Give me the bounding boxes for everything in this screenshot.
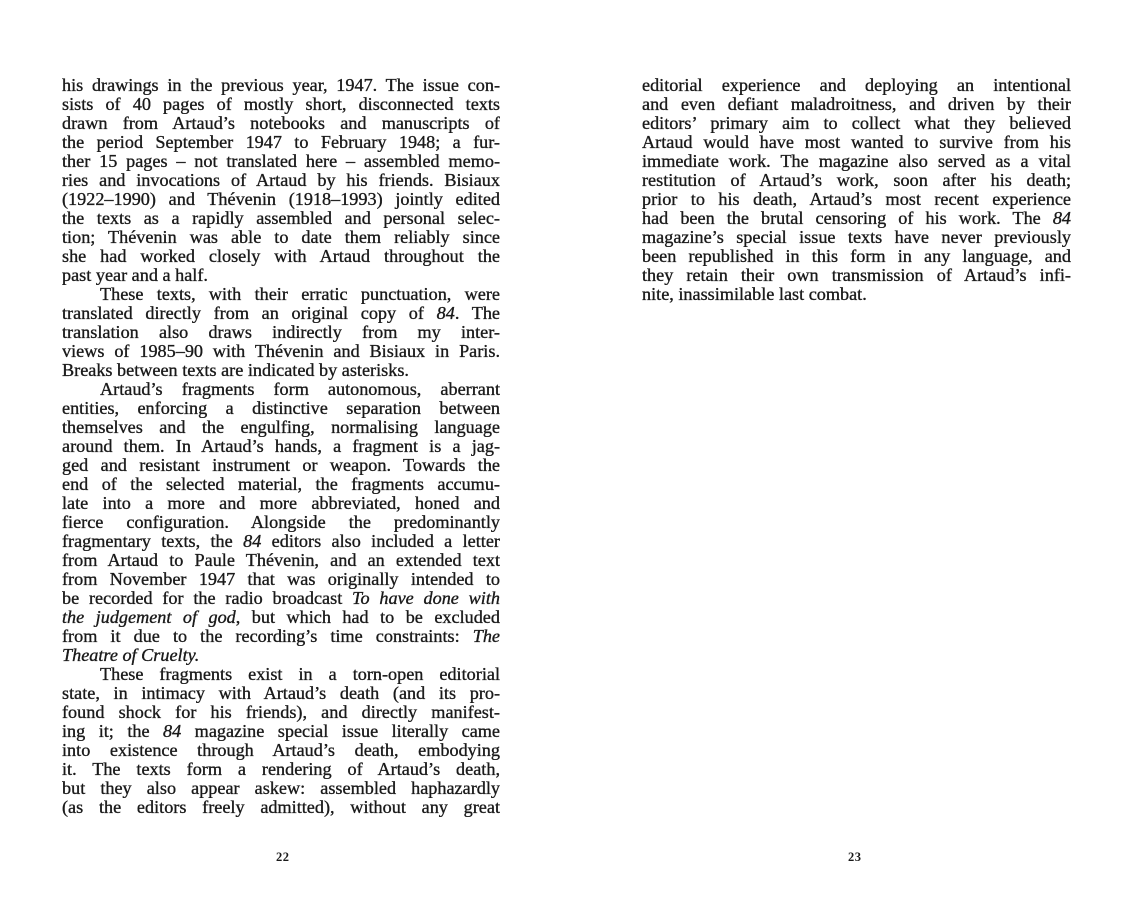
text-line [642, 114, 1071, 133]
text-line [62, 228, 500, 247]
text-segment: it. The texts form a rendering of Artaud’s death, [62, 760, 500, 779]
text-segment: nite, inassimilable last combat. [642, 285, 867, 304]
text-segment: had been the brutal censoring of his work. The [642, 209, 1053, 228]
text-segment: ries and invocations of Artaud by his friends. Bisiaux [62, 171, 500, 190]
text-line [642, 171, 1071, 190]
text-line [62, 418, 500, 437]
text-segment: from it due to the recording’s time constraints: [62, 627, 473, 646]
text-line [62, 646, 500, 665]
text-segment: ged and resistant instrument or weapon. Towards the [62, 456, 500, 475]
text-line [62, 133, 500, 152]
italic-text: The [472, 627, 500, 646]
text-line [642, 152, 1071, 171]
text-segment: into existence through Artaud’s death, embodying [62, 741, 500, 760]
text-line [62, 266, 500, 285]
text-segment: she had worked closely with Artaud throughout the [62, 247, 500, 266]
text-segment: These texts, with their erratic punctuation, were [100, 285, 500, 304]
text-segment: entities, enforcing a distinctive separation between [62, 399, 500, 418]
text-segment: . The [454, 304, 500, 323]
text-segment: (1922–1990) and Thévenin (1918–1993) jointly edited [62, 190, 500, 209]
text-line [62, 342, 500, 361]
text-line [642, 266, 1071, 285]
italic-text: the judgement of god [62, 608, 236, 627]
text-segment: fierce configuration. Alongside the predominantly [62, 513, 500, 532]
text-segment: editors also included a letter [261, 532, 500, 551]
text-segment: state, in intimacy with Artaud’s death (and its pro- [62, 684, 500, 703]
italic-text: 84 [1052, 209, 1071, 228]
text-line [62, 323, 500, 342]
text-line [62, 285, 500, 304]
italic-text: 84 [163, 722, 182, 741]
text-line [62, 171, 500, 190]
page-number-right: 23 [848, 850, 862, 864]
text-line [62, 627, 500, 646]
text-line [62, 760, 500, 779]
left-page-body-text [62, 76, 500, 817]
text-segment: ther 15 pages – not translated here – assembled memo- [62, 152, 500, 171]
text-line [642, 247, 1071, 266]
text-line [642, 190, 1071, 209]
text-line [62, 437, 500, 456]
text-segment: editors’ primary aim to collect what they believed [642, 114, 1071, 133]
text-line [62, 247, 500, 266]
text-segment: and even defiant maladroitness, and driven by their [642, 95, 1071, 114]
text-line [62, 703, 500, 722]
text-segment: , but which had to be excluded [235, 608, 500, 627]
text-line [62, 380, 500, 399]
text-segment: been republished in this form in any language, and [642, 247, 1071, 266]
text-segment: magazine’s special issue texts have never previously [642, 228, 1071, 247]
italic-text: 84 [436, 304, 455, 323]
text-segment: the texts as a rapidly assembled and personal selec- [62, 209, 500, 228]
text-line [62, 513, 500, 532]
text-line [62, 589, 500, 608]
text-line [62, 209, 500, 228]
text-line [62, 741, 500, 760]
italic-text: 84 [243, 532, 262, 551]
right-page-body-text [642, 76, 1071, 304]
text-line [642, 228, 1071, 247]
text-line [62, 190, 500, 209]
text-segment: restitution of Artaud’s work, soon after his death; [642, 171, 1071, 190]
text-line [62, 76, 500, 95]
text-line [62, 665, 500, 684]
text-segment: immediate work. The magazine also served as a vital [642, 152, 1071, 171]
text-line [62, 114, 500, 133]
text-line [642, 209, 1071, 228]
text-line [62, 304, 500, 323]
text-segment: Artaud would have most wanted to survive from his [642, 133, 1071, 152]
text-line [642, 95, 1071, 114]
text-line [62, 532, 500, 551]
text-segment: (as the editors freely admitted), without any great [62, 798, 500, 817]
text-line [642, 76, 1071, 95]
text-segment: late into a more and more abbreviated, honed and [62, 494, 500, 513]
text-segment: ing it; the [62, 722, 164, 741]
text-segment: Breaks between texts are indicated by asterisks. [62, 361, 409, 380]
text-segment: These fragments exist in a torn-open editorial [100, 665, 500, 684]
text-segment: translated directly from an original copy of [62, 304, 437, 323]
text-segment: the period September 1947 to February 1948; a fur- [62, 133, 500, 152]
text-segment: end of the selected material, the fragments accumu- [62, 475, 500, 494]
text-segment: around them. In Artaud’s hands, a fragment is a jag- [62, 437, 500, 456]
text-line [62, 551, 500, 570]
text-line [62, 722, 500, 741]
text-segment: but they also appear askew: assembled haphazardly [62, 779, 500, 798]
text-segment: they retain their own transmission of Artaud’s infi- [642, 266, 1071, 285]
text-line [62, 95, 500, 114]
text-line [62, 361, 500, 380]
text-segment: be recorded for the radio broadcast [62, 589, 353, 608]
text-segment: from November 1947 that was originally intended to [62, 570, 500, 589]
text-segment: drawn from Artaud’s notebooks and manuscripts of [62, 114, 500, 133]
text-line [62, 475, 500, 494]
text-segment: his drawings in the previous year, 1947. The issue con- [62, 76, 500, 95]
text-line [62, 456, 500, 475]
text-line [62, 684, 500, 703]
italic-text: Theatre of Cruelty. [62, 646, 200, 665]
text-line [642, 285, 1071, 304]
text-segment: Artaud’s fragments form autonomous, aberrant [100, 380, 500, 399]
text-line [62, 798, 500, 817]
text-segment: editorial experience and deploying an intentional [642, 76, 1071, 95]
page-number-left: 22 [276, 850, 290, 864]
text-segment: views of 1985–90 with Thévenin and Bisiaux in Paris. [62, 342, 500, 361]
text-segment: translation also draws indirectly from my inter- [62, 323, 500, 342]
text-segment: found shock for his friends), and directly manifest- [62, 703, 500, 722]
italic-text: To have done with [352, 589, 500, 608]
text-line [62, 399, 500, 418]
text-segment: themselves and the engulfing, normalising language [62, 418, 500, 437]
text-segment: prior to his death, Artaud’s most recent experience [642, 190, 1071, 209]
text-line [62, 608, 500, 627]
text-segment: from Artaud to Paule Thévenin, and an extended text [62, 551, 500, 570]
text-line [62, 779, 500, 798]
text-segment: past year and a half. [62, 266, 208, 285]
text-line [62, 152, 500, 171]
text-segment: magazine special issue literally came [181, 722, 500, 741]
text-line [642, 133, 1071, 152]
text-line [62, 570, 500, 589]
text-line [62, 494, 500, 513]
text-segment: tion; Thévenin was able to date them reliably since [62, 228, 500, 247]
text-segment: sists of 40 pages of mostly short, disconnected texts [62, 95, 500, 114]
text-segment: fragmentary texts, the [62, 532, 244, 551]
